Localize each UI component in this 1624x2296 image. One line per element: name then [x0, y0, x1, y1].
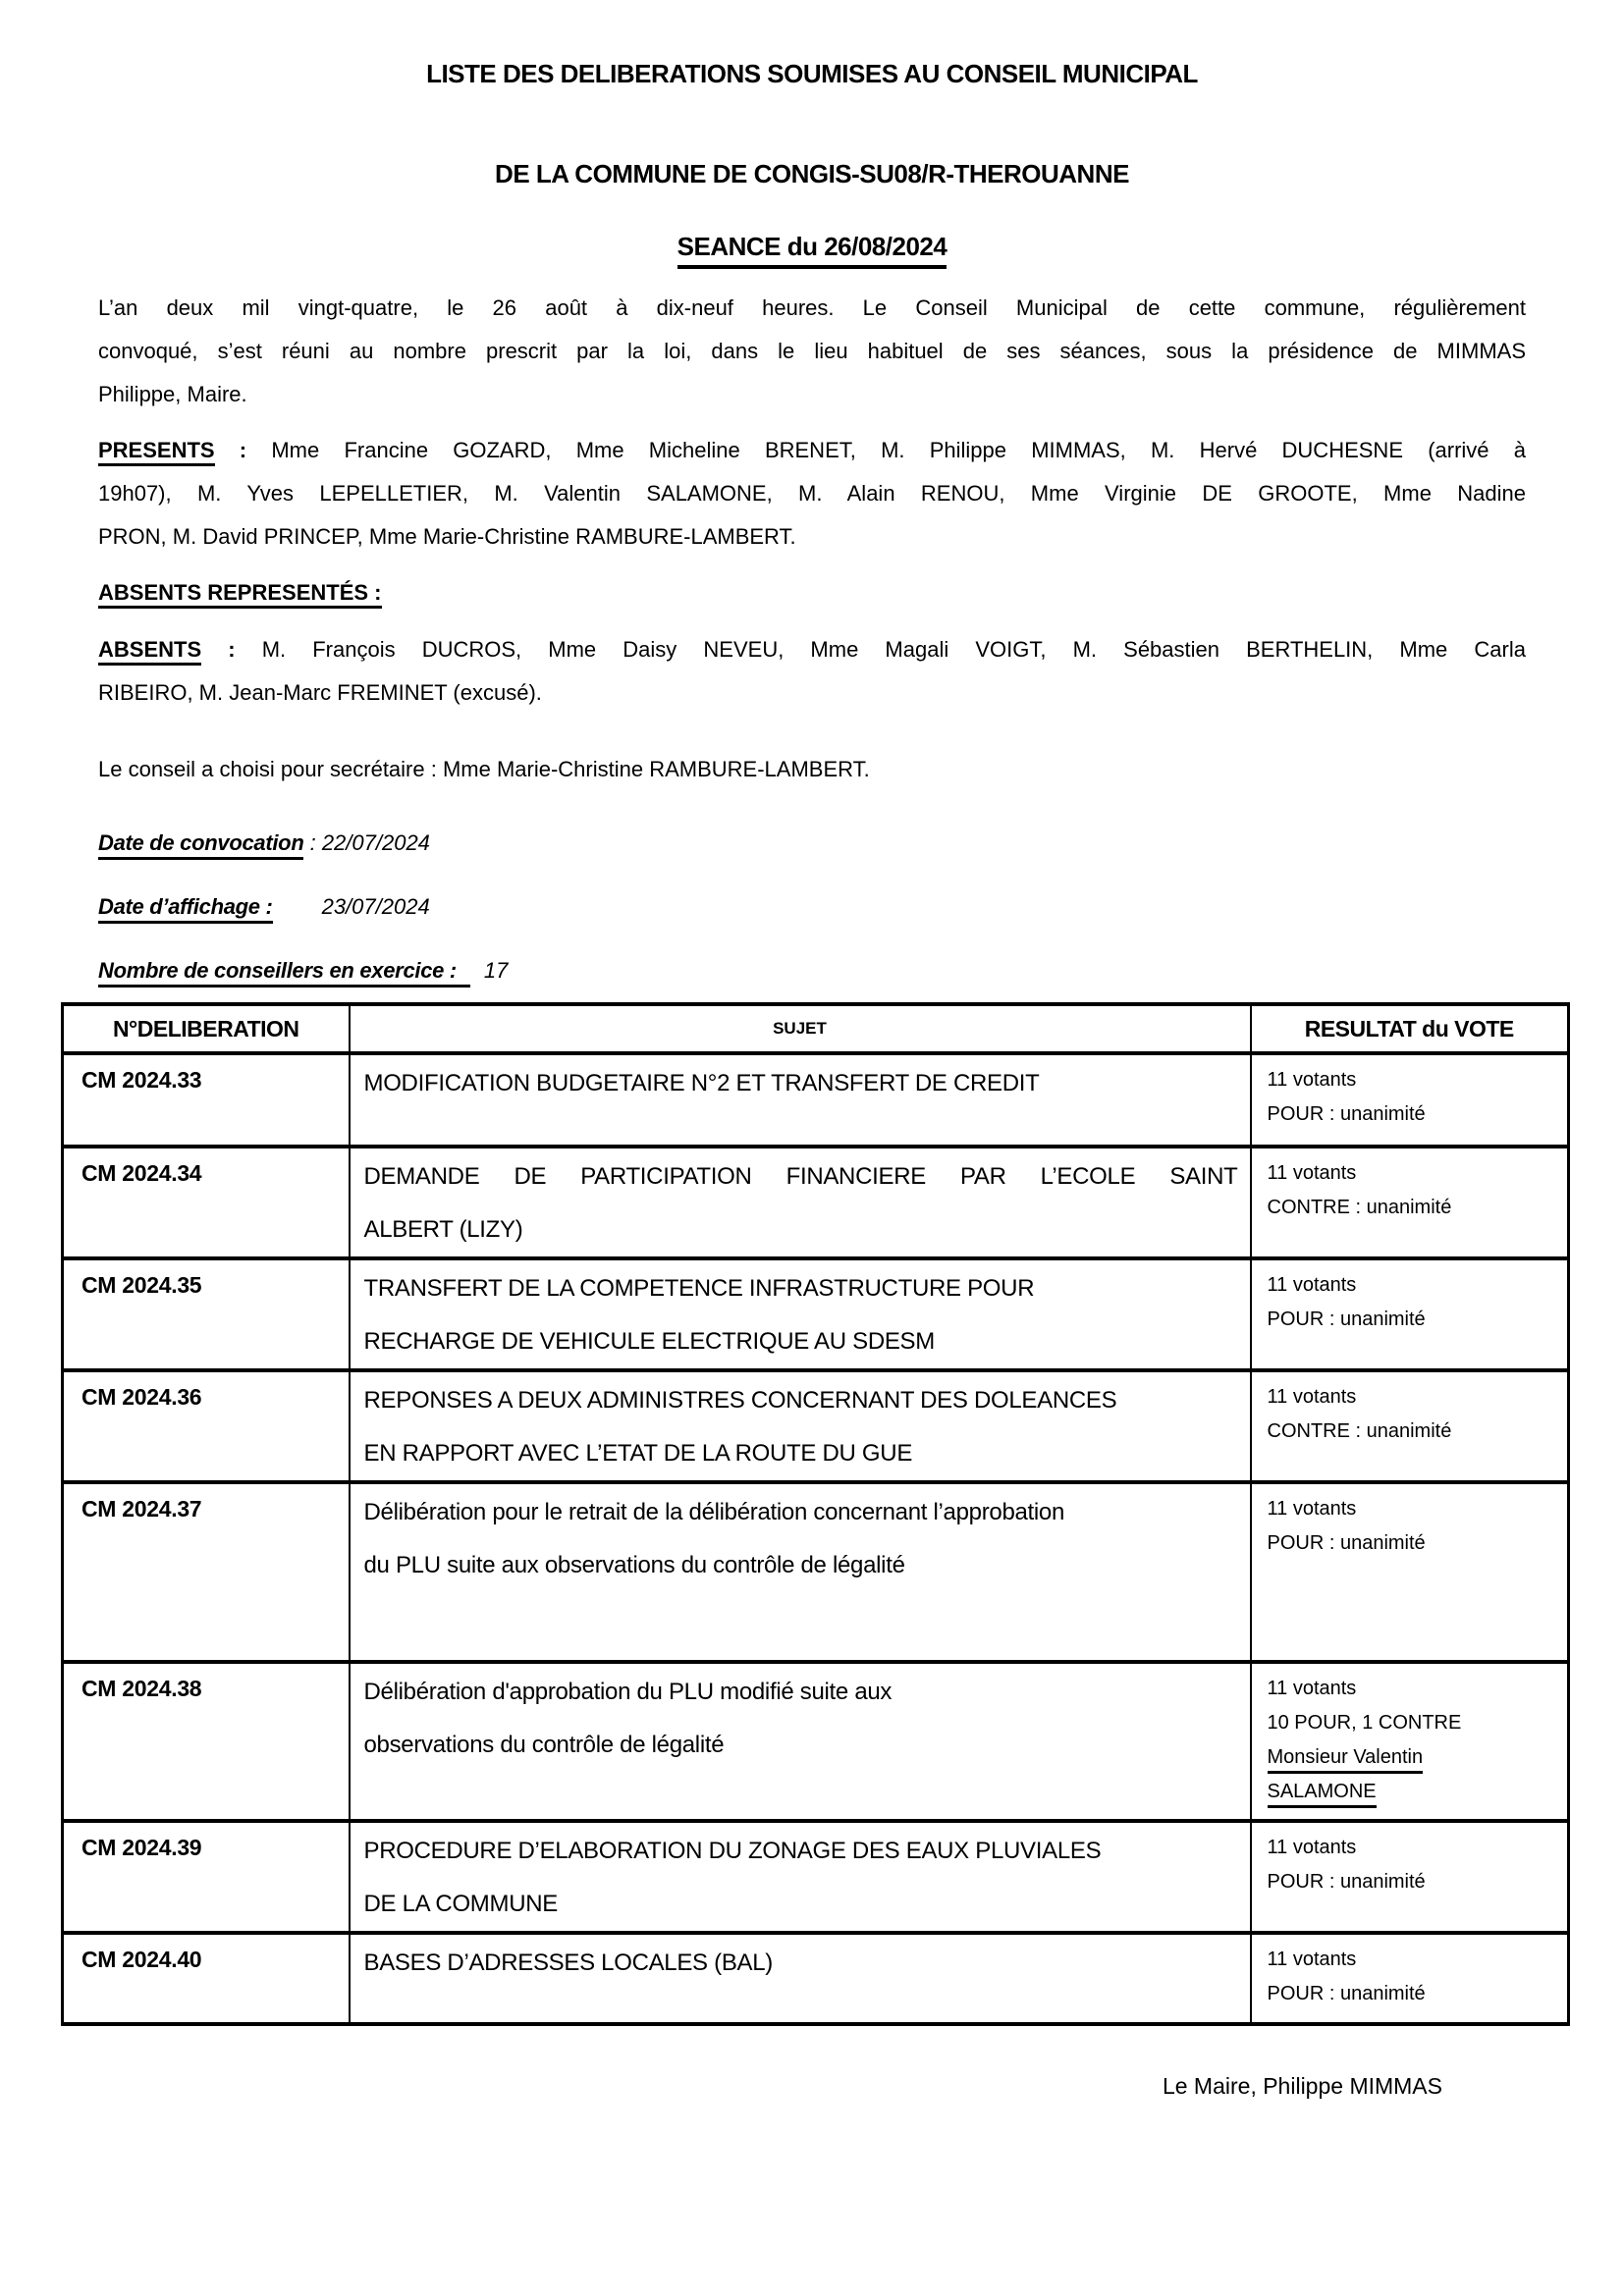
presents-separator: : — [214, 438, 272, 462]
table-row — [63, 1053, 1569, 1147]
vote-result — [1251, 1053, 1569, 1147]
signature-line: Le Maire, Philippe MIMMAS — [1162, 2073, 1442, 2099]
absents-line — [98, 628, 1526, 671]
deliberation-subject — [350, 1258, 1251, 1370]
subject-line: BASES D’ADRESSES LOCALES (BAL) — [363, 1949, 773, 1976]
subject-line: PROCEDURE D’ELABORATION DU ZONAGE DES EAUX PLUVIALES — [363, 1838, 1102, 1864]
vote-line: 11 votants — [1267, 1837, 1357, 1858]
vote-line: 11 votants — [1267, 1498, 1357, 1520]
seance-title-text: SEANCE du 26/08/2024 — [677, 232, 947, 269]
intro-line: Philippe, Maire. — [98, 382, 247, 406]
subject-line: DE LA COMMUNE — [363, 1891, 558, 1917]
vote-line: POUR : unanimité — [1267, 1983, 1426, 2004]
deliberation-number: CM 2024.38 — [63, 1662, 350, 1821]
absents-text: M. François DUCROS, Mme Daisy NEVEU, Mme Magali VOIGT, M. Sébastien BERTHELIN, Mme Carla — [261, 637, 1526, 662]
deliberation-subject — [350, 1053, 1251, 1147]
vote-contre-name-line: SALAMONE — [1268, 1781, 1377, 1808]
deliberations-table — [61, 1002, 1570, 2026]
col-header-numero: N°DELIBERATION — [63, 1004, 350, 1053]
vote-result — [1251, 1821, 1569, 1933]
presents-line: PRON, M. David PRINCEP, Mme Marie-Christine RAMBURE-LAMBERT. — [98, 524, 796, 549]
table-row — [63, 1821, 1569, 1933]
convocation-label: Date de convocation — [98, 830, 303, 860]
vote-line: 10 POUR, 1 CONTRE — [1267, 1712, 1462, 1734]
vote-result — [1251, 1370, 1569, 1482]
vote-line: 11 votants — [1267, 1162, 1357, 1184]
vote-line: 11 votants — [1267, 1678, 1357, 1699]
secretary-line: Le conseil a choisi pour secrétaire : Mme Marie-Christine RAMBURE-LAMBERT. — [98, 757, 870, 781]
vote-line: CONTRE : unanimité — [1267, 1420, 1452, 1442]
table-row — [63, 1933, 1569, 2024]
absents-line: RIBEIRO, M. Jean-Marc FREMINET (excusé). — [98, 680, 542, 705]
subject-line: du PLU suite aux observations du contrôle de légalité — [363, 1552, 905, 1578]
vote-line: 11 votants — [1267, 1949, 1357, 1970]
subject-line: EN RAPPORT AVEC L’ETAT DE LA ROUTE DU GUE — [363, 1440, 913, 1467]
vote-contre-name-line: Monsieur Valentin — [1268, 1746, 1424, 1774]
absents-label: ABSENTS — [98, 637, 201, 666]
vote-line: 11 votants — [1267, 1386, 1357, 1408]
deliberation-number: CM 2024.40 — [63, 1933, 350, 2024]
vote-result — [1251, 1147, 1569, 1258]
col-header-sujet: SUJET — [350, 1004, 1251, 1053]
intro-paragraph — [98, 287, 1526, 416]
vote-line — [1268, 1740, 1560, 1775]
table-row — [63, 1147, 1569, 1258]
convocation-date-line — [98, 822, 1526, 865]
deliberation-number: CM 2024.36 — [63, 1370, 350, 1482]
vote-result — [1251, 1662, 1569, 1821]
affichage-label: Date d’affichage : — [98, 894, 273, 924]
presents-text: Mme Francine GOZARD, Mme Micheline BRENET, M. Philippe MIMMAS, M. Hervé DUCHESNE (arrivé à — [271, 438, 1526, 462]
conseillers-line — [98, 949, 1526, 992]
vote-result — [1251, 1933, 1569, 2024]
presents-paragraph — [98, 429, 1526, 559]
deliberation-subject — [350, 1482, 1251, 1662]
deliberation-number: CM 2024.37 — [63, 1482, 350, 1662]
intro-line: L’an deux mil vingt-quatre, le 26 août à dix-neuf heures. Le Conseil Municipal de cette commune, régulièrement — [98, 295, 1526, 320]
subject-line: Délibération d'approbation du PLU modifié suite aux — [363, 1679, 893, 1705]
deliberation-subject — [350, 1821, 1251, 1933]
convocation-separator: : — [303, 830, 322, 855]
subject-line: DEMANDE DE PARTICIPATION FINANCIERE PAR L’ECOLE SAINT — [363, 1163, 1238, 1190]
deliberation-number: CM 2024.39 — [63, 1821, 350, 1933]
deliberation-subject — [350, 1933, 1251, 2024]
deliberation-subject — [350, 1147, 1251, 1258]
subject-line: observations du contrôle de légalité — [363, 1732, 725, 1758]
vote-line: POUR : unanimité — [1267, 1308, 1426, 1330]
subject-line: REPONSES A DEUX ADMINISTRES CONCERNANT DES DOLEANCES — [363, 1387, 1117, 1414]
absents-separator: : — [201, 637, 262, 662]
vote-result — [1251, 1258, 1569, 1370]
deliberation-number: CM 2024.33 — [63, 1053, 350, 1147]
document-title-line1: LISTE DES DELIBERATIONS SOUMISES AU CONSEIL MUNICIPAL — [426, 59, 1198, 88]
vote-result — [1251, 1482, 1569, 1662]
subject-line: MODIFICATION BUDGETAIRE N°2 ET TRANSFERT DE CREDIT — [363, 1070, 1040, 1096]
vote-line: 11 votants — [1267, 1069, 1357, 1091]
deliberation-subject — [350, 1370, 1251, 1482]
conseillers-label: Nombre de conseillers en exercice : — [98, 958, 470, 988]
presents-line — [98, 429, 1526, 472]
convocation-value: 22/07/2024 — [321, 830, 430, 855]
table-row — [63, 1258, 1569, 1370]
subject-line: Délibération pour le retrait de la délibération concernant l’approbation — [363, 1499, 1065, 1525]
affichage-date-line — [98, 885, 1526, 929]
seance-title — [0, 232, 1624, 261]
table-row — [63, 1482, 1569, 1662]
vote-line: POUR : unanimité — [1267, 1532, 1426, 1554]
document-title-line2: DE LA COMMUNE DE CONGIS-SU08/R-THEROUANNE — [495, 159, 1129, 188]
deliberation-number: CM 2024.34 — [63, 1147, 350, 1258]
absents-paragraph — [98, 628, 1526, 715]
absents-representes-heading — [98, 571, 1526, 614]
affichage-value: 23/07/2024 — [321, 894, 430, 919]
subject-line: RECHARGE DE VEHICULE ELECTRIQUE AU SDESM — [363, 1328, 935, 1355]
deliberation-subject — [350, 1662, 1251, 1821]
conseillers-value: 17 — [483, 958, 509, 983]
vote-line: POUR : unanimité — [1267, 1103, 1426, 1125]
subject-line: ALBERT (LIZY) — [363, 1216, 523, 1243]
table-header-row — [63, 1004, 1569, 1053]
vote-line — [1268, 1775, 1560, 1809]
vote-line: CONTRE : unanimité — [1267, 1197, 1452, 1218]
table-row — [63, 1662, 1569, 1821]
presents-label: PRESENTS — [98, 438, 215, 466]
table-row — [63, 1370, 1569, 1482]
intro-line: convoqué, s’est réuni au nombre prescrit par la loi, dans le lieu habituel de ses séances, sous la présidence de MIMMAS — [98, 339, 1526, 363]
deliberation-number: CM 2024.35 — [63, 1258, 350, 1370]
vote-line: POUR : unanimité — [1267, 1871, 1426, 1893]
col-header-resultat: RESULTAT du VOTE — [1251, 1004, 1569, 1053]
presents-line: 19h07), M. Yves LEPELLETIER, M. Valentin SALAMONE, M. Alain RENOU, Mme Virginie DE GROOTE, Mme Nadine — [98, 481, 1526, 506]
vote-line: 11 votants — [1267, 1274, 1357, 1296]
subject-line: TRANSFERT DE LA COMPETENCE INFRASTRUCTURE POUR — [363, 1275, 1035, 1302]
absents-representes-label: ABSENTS REPRESENTÉS : — [98, 580, 382, 609]
